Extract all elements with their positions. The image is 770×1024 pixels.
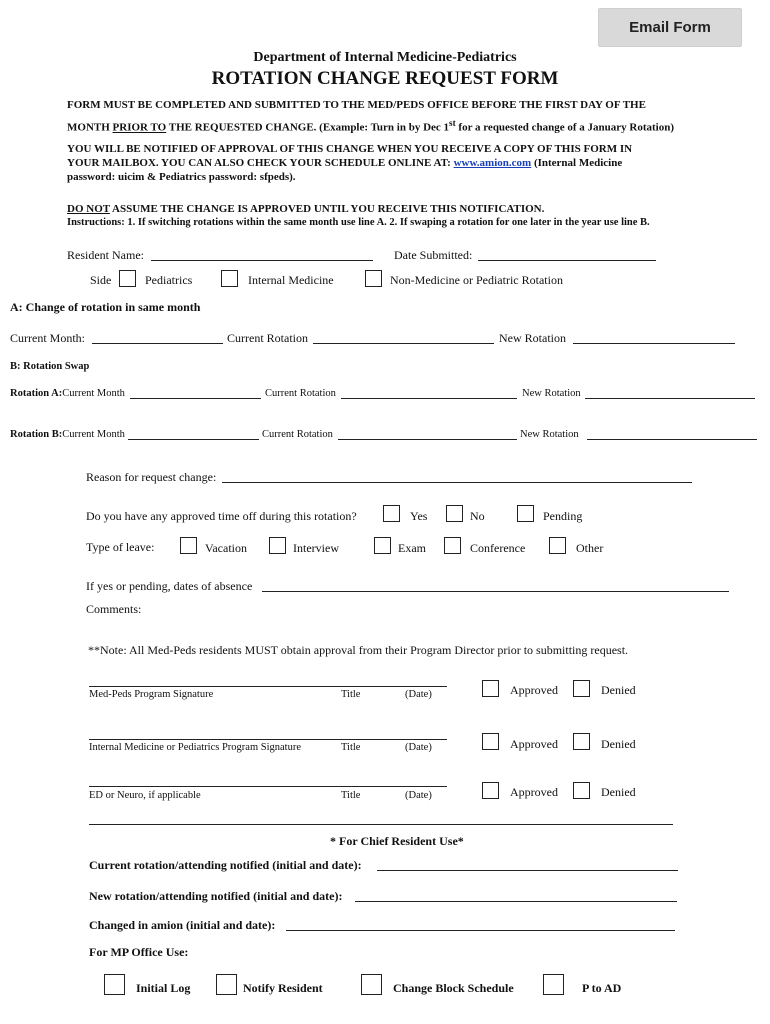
rotation-a-current-rotation-field[interactable] bbox=[341, 398, 517, 399]
sig-2-denied-checkbox[interactable] bbox=[573, 733, 590, 750]
resident-name-field[interactable] bbox=[151, 260, 373, 261]
sig-3-denied-checkbox[interactable] bbox=[573, 782, 590, 799]
chief-heading: * For Chief Resident Use* bbox=[330, 834, 464, 848]
mp-office-label: For MP Office Use: bbox=[89, 945, 189, 959]
leave-exam-label: Exam bbox=[398, 541, 426, 555]
side-label: Side bbox=[90, 273, 112, 287]
rotation-b-new-rotation-field[interactable] bbox=[587, 439, 757, 440]
office-change-block-checkbox[interactable] bbox=[361, 974, 382, 995]
a-current-rotation-label: Current Rotation bbox=[227, 331, 308, 345]
time-off-no-checkbox[interactable] bbox=[446, 505, 463, 522]
sig-1-approved-label: Approved bbox=[510, 683, 558, 697]
date-submitted-label: Date Submitted: bbox=[394, 248, 473, 262]
intro-line-1: FORM MUST BE COMPLETED AND SUBMITTED TO THE MED/PEDS OFFICE BEFORE THE FIRST DAY OF THE bbox=[67, 99, 646, 111]
sig-1-label: Med-Peds Program Signature bbox=[89, 689, 214, 700]
comments-label: Comments: bbox=[86, 602, 142, 616]
a-new-rotation-field[interactable] bbox=[573, 343, 735, 344]
rotation-b-current-rotation-field[interactable] bbox=[338, 439, 517, 440]
sig-1-title: Title bbox=[341, 689, 361, 700]
leave-vacation-checkbox[interactable] bbox=[180, 537, 197, 554]
sig-2-denied-label: Denied bbox=[601, 737, 636, 751]
sig-2-approved-checkbox[interactable] bbox=[482, 733, 499, 750]
rotation-b-current-rotation-label: Current Rotation bbox=[262, 429, 333, 440]
sig-2-label: Internal Medicine or Pediatrics Program Signature bbox=[89, 742, 301, 753]
leave-conference-checkbox[interactable] bbox=[444, 537, 461, 554]
office-initial-log-label: Initial Log bbox=[136, 981, 191, 995]
chief-amion-label: Changed in amion (initial and date): bbox=[89, 918, 276, 932]
side-internal-medicine-checkbox[interactable] bbox=[221, 270, 238, 287]
rotation-a-new-rotation-label: New Rotation bbox=[522, 388, 581, 399]
sig-1-line[interactable] bbox=[89, 686, 447, 687]
time-off-no-label: No bbox=[470, 509, 485, 523]
sig-2-line[interactable] bbox=[89, 739, 447, 740]
leave-interview-label: Interview bbox=[293, 541, 339, 555]
sig-3-date: (Date) bbox=[405, 790, 432, 801]
rotation-a-row: Rotation A:Current Month bbox=[10, 388, 125, 399]
absence-label: If yes or pending, dates of absence bbox=[86, 579, 253, 593]
sig-1-date: (Date) bbox=[405, 689, 432, 700]
reason-label: Reason for request change: bbox=[86, 470, 217, 484]
date-submitted-field[interactable] bbox=[478, 260, 656, 261]
side-pediatrics-checkbox[interactable] bbox=[119, 270, 136, 287]
section-b-heading: B: Rotation Swap bbox=[10, 361, 90, 372]
chief-new-notified-label: New rotation/attending notified (initial and date): bbox=[89, 889, 343, 903]
donot-line: DO NOT ASSUME THE CHANGE IS APPROVED UNTIL YOU RECEIVE THIS NOTIFICATION. bbox=[67, 203, 545, 215]
office-notify-resident-checkbox[interactable] bbox=[216, 974, 237, 995]
rotation-b-month-field[interactable] bbox=[128, 439, 259, 440]
email-form-button[interactable]: Email Form bbox=[598, 8, 742, 47]
resident-name-label: Resident Name: bbox=[67, 248, 144, 262]
leave-other-label: Other bbox=[576, 541, 604, 555]
rotation-a-new-rotation-field[interactable] bbox=[585, 398, 755, 399]
sig-3-approved-label: Approved bbox=[510, 785, 558, 799]
time-off-yes-checkbox[interactable] bbox=[383, 505, 400, 522]
office-p-to-ad-label: P to AD bbox=[582, 981, 622, 995]
office-change-block-label: Change Block Schedule bbox=[393, 981, 514, 995]
side-non-medicine-checkbox[interactable] bbox=[365, 270, 382, 287]
rotation-a-current-rotation-label: Current Rotation bbox=[265, 388, 336, 399]
a-new-rotation-label: New Rotation bbox=[499, 331, 566, 345]
office-notify-resident-label: Notify Resident bbox=[243, 981, 323, 995]
sig-3-title: Title bbox=[341, 790, 361, 801]
sig-3-denied-label: Denied bbox=[601, 785, 636, 799]
a-current-rotation-field[interactable] bbox=[313, 343, 494, 344]
office-initial-log-checkbox[interactable] bbox=[104, 974, 125, 995]
approval-note: **Note: All Med-Peds residents MUST obtain approval from their Program Director prior to submitting request. bbox=[88, 643, 629, 657]
leave-conference-label: Conference bbox=[470, 541, 526, 555]
notify-line-1: YOU WILL BE NOTIFIED OF APPROVAL OF THIS CHANGE WHEN YOU RECEIVE A COPY OF THIS FORM IN bbox=[67, 143, 633, 155]
form-title: ROTATION CHANGE REQUEST FORM bbox=[211, 68, 559, 89]
department-heading: Department of Internal Medicine-Pediatrics bbox=[253, 50, 517, 65]
sig-2-title: Title bbox=[341, 742, 361, 753]
sig-1-denied-checkbox[interactable] bbox=[573, 680, 590, 697]
sig-3-line[interactable] bbox=[89, 786, 447, 787]
chief-divider bbox=[89, 824, 673, 825]
leave-type-label: Type of leave: bbox=[86, 540, 155, 554]
rotation-b-row: Rotation B:Current Month bbox=[10, 429, 125, 440]
intro-line-2: MONTH PRIOR TO THE REQUESTED CHANGE. (Example: Turn in by Dec 1st for a requested change of a January Rotation) bbox=[67, 118, 675, 134]
leave-vacation-label: Vacation bbox=[205, 541, 247, 555]
instructions: Instructions: 1. If switching rotations within the same month use line A. 2. If swaping a rotation for one later in the year use line B. bbox=[67, 217, 650, 228]
sig-1-approved-checkbox[interactable] bbox=[482, 680, 499, 697]
rotation-a-month-field[interactable] bbox=[130, 398, 261, 399]
leave-other-checkbox[interactable] bbox=[549, 537, 566, 554]
leave-interview-checkbox[interactable] bbox=[269, 537, 286, 554]
absence-field[interactable] bbox=[262, 591, 729, 592]
sig-2-approved-label: Approved bbox=[510, 737, 558, 751]
reason-field[interactable] bbox=[222, 482, 692, 483]
chief-new-notified-field[interactable] bbox=[355, 901, 677, 902]
amion-link[interactable]: www.amion.com bbox=[453, 157, 532, 169]
time-off-question: Do you have any approved time off during this rotation? bbox=[86, 509, 357, 523]
time-off-pending-label: Pending bbox=[543, 509, 583, 523]
sig-3-label: ED or Neuro, if applicable bbox=[89, 790, 201, 801]
sig-3-approved-checkbox[interactable] bbox=[482, 782, 499, 799]
time-off-pending-checkbox[interactable] bbox=[517, 505, 534, 522]
office-p-to-ad-checkbox[interactable] bbox=[543, 974, 564, 995]
chief-amion-field[interactable] bbox=[286, 930, 675, 931]
section-a-heading: A: Change of rotation in same month bbox=[10, 300, 201, 314]
chief-current-notified-field[interactable] bbox=[377, 870, 678, 871]
side-internal-medicine-label: Internal Medicine bbox=[248, 273, 334, 287]
a-current-month-field[interactable] bbox=[92, 343, 223, 344]
a-current-month-label: Current Month: bbox=[10, 331, 85, 345]
sig-1-denied-label: Denied bbox=[601, 683, 636, 697]
notify-line-2: YOUR MAILBOX. YOU CAN ALSO CHECK YOUR SCHEDULE ONLINE AT: www.amion.com (Internal Medicine bbox=[67, 157, 623, 169]
side-pediatrics-label: Pediatrics bbox=[145, 273, 193, 287]
rotation-b-new-rotation-label: New Rotation bbox=[520, 429, 579, 440]
notify-line-3: password: uicim & Pediatrics password: sfpeds). bbox=[67, 171, 296, 183]
chief-current-notified-label: Current rotation/attending notified (initial and date): bbox=[89, 858, 362, 872]
sig-2-date: (Date) bbox=[405, 742, 432, 753]
leave-exam-checkbox[interactable] bbox=[374, 537, 391, 554]
time-off-yes-label: Yes bbox=[410, 509, 428, 523]
side-non-medicine-label: Non-Medicine or Pediatric Rotation bbox=[390, 273, 563, 287]
